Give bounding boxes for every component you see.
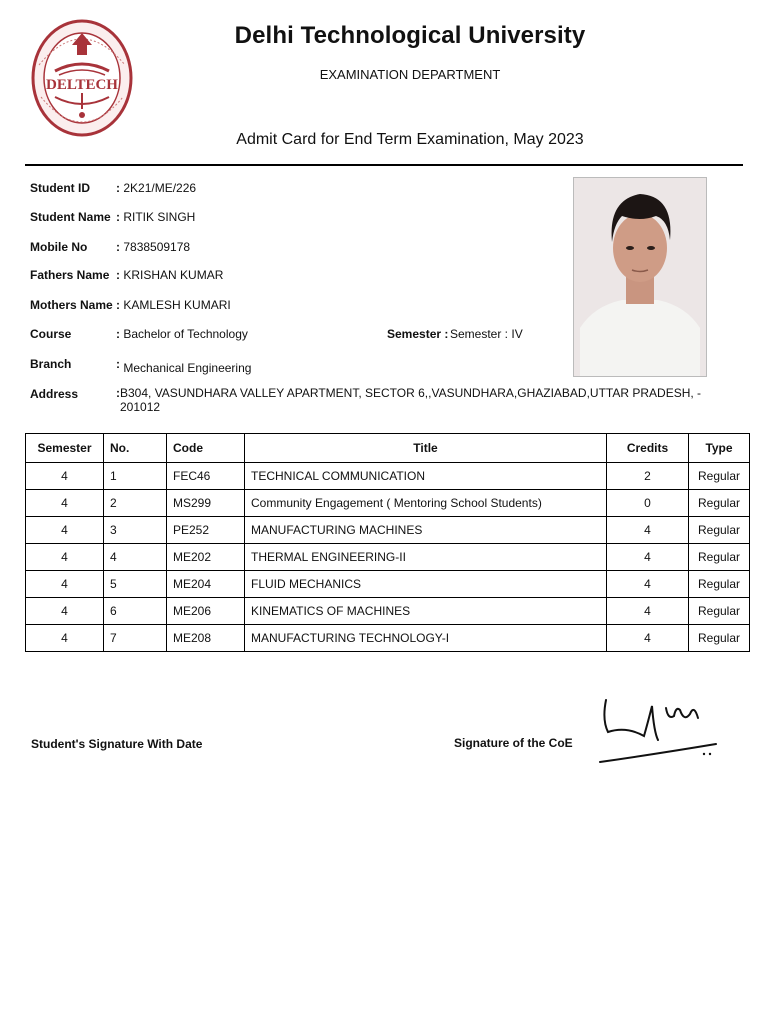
cell-semester: 4 [26,571,104,598]
address-value: :B304, VASUNDHARA VALLEY APARTMENT, SECTOR 6,,VASUNDHARA,GHAZIABAD,UTTAR PRADESH, - 201012 [116,386,702,414]
cell-code: FEC46 [167,463,245,490]
header-divider [25,164,743,166]
table-row [26,463,750,490]
cell-type: Regular [689,544,750,571]
student-name-value: : RITIK SINGH [116,210,196,224]
table-row [26,598,750,625]
cell-code: MS299 [167,490,245,517]
course-label: Course [30,327,72,341]
cell-no: 7 [104,625,167,652]
mothers-name-value: : KAMLESH KUMARI [116,298,231,312]
mothers-name-label: Mothers Name [30,298,113,312]
cell-type: Regular [689,463,750,490]
semester-value: Semester : IV [450,327,523,341]
col-header-code: Code [167,434,245,463]
cell-semester: 4 [26,463,104,490]
table-row [26,571,750,598]
cell-no: 1 [104,463,167,490]
cell-title: TECHNICAL COMMUNICATION [245,463,607,490]
cell-no: 5 [104,571,167,598]
cell-no: 4 [104,544,167,571]
col-header-semester: Semester [26,434,104,463]
col-header-type: Type [689,434,750,463]
cell-type: Regular [689,625,750,652]
table-row [26,625,750,652]
cell-title: FLUID MECHANICS [245,571,607,598]
cell-credits: 4 [607,625,689,652]
address-label: Address [30,387,79,401]
fathers-name-value: : KRISHAN KUMAR [116,268,224,282]
mobile-value: : 7838509178 [116,240,191,254]
cell-credits: 4 [607,598,689,625]
admit-card-title: Admit Card for End Term Examination, May 2023 [236,131,584,148]
cell-title: Community Engagement ( Mentoring School Students) [245,490,607,517]
university-logo [31,19,133,137]
cell-credits: 0 [607,490,689,517]
cell-credits: 4 [607,544,689,571]
cell-no: 2 [104,490,167,517]
department-name: EXAMINATION DEPARTMENT [319,67,501,82]
cell-no: 3 [104,517,167,544]
cell-semester: 4 [26,598,104,625]
cell-title: KINEMATICS OF MACHINES [245,598,607,625]
fathers-name-label: Fathers Name [30,268,110,282]
coe-signature [596,692,720,766]
course-value: : Bachelor of Technology [116,327,248,341]
semester-label: Semester : [387,327,449,341]
cell-credits: 2 [607,463,689,490]
logo-text: DELTECH [46,77,118,93]
col-header-no: No. [104,434,167,463]
table-row [26,517,750,544]
university-name: Delhi Technological University [234,22,586,49]
cell-type: Regular [689,598,750,625]
cell-semester: 4 [26,517,104,544]
student-signature-label: Student's Signature With Date [31,737,203,751]
table-row [26,490,750,517]
cell-code: ME202 [167,544,245,571]
student-name-label: Student Name [30,210,111,224]
cell-type: Regular [689,571,750,598]
cell-semester: 4 [26,625,104,652]
col-header-title: Title [245,434,607,463]
cell-credits: 4 [607,571,689,598]
coe-signature-label: Signature of the CoE [454,736,573,750]
cell-no: 6 [104,598,167,625]
cell-code: ME204 [167,571,245,598]
cell-type: Regular [689,490,750,517]
branch-label: Branch [30,357,72,371]
branch-value: : Mechanical Engineering [116,357,252,375]
cell-title: MANUFACTURING MACHINES [245,517,607,544]
mobile-label: Mobile No [30,240,88,254]
student-photo [573,177,707,377]
cell-code: ME208 [167,625,245,652]
cell-semester: 4 [26,544,104,571]
student-id-value: : 2K21/ME/226 [116,181,197,195]
student-id-label: Student ID [30,181,90,195]
table-header-row [26,434,750,463]
courses-table [25,433,750,652]
table-row [26,544,750,571]
cell-code: PE252 [167,517,245,544]
cell-semester: 4 [26,490,104,517]
cell-type: Regular [689,517,750,544]
col-header-credits: Credits [607,434,689,463]
cell-code: ME206 [167,598,245,625]
cell-title: MANUFACTURING TECHNOLOGY-I [245,625,607,652]
cell-title: THERMAL ENGINEERING-II [245,544,607,571]
cell-credits: 4 [607,517,689,544]
